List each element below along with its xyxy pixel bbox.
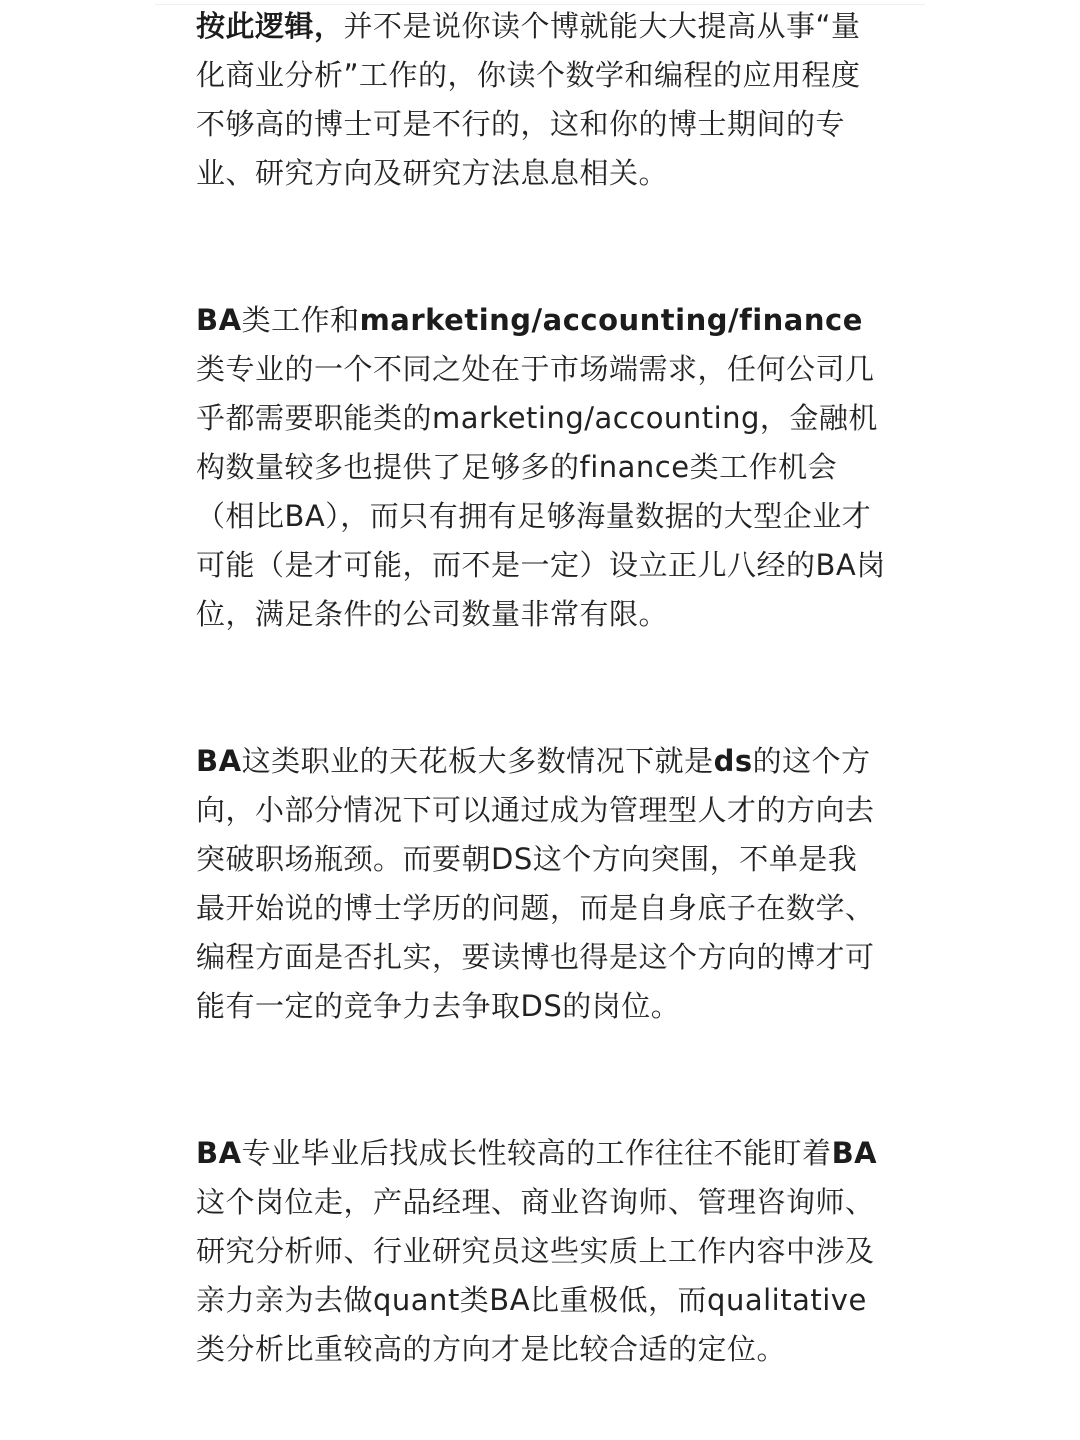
paragraph-3: [196, 737, 886, 1031]
paragraph-text: 类工作和: [241, 303, 360, 337]
bold-term: BA: [196, 303, 242, 337]
article-body: [196, 2, 886, 1374]
paragraph-4: [196, 1129, 886, 1374]
bold-term: BA: [831, 1136, 878, 1170]
paragraph-text: 类专业的一个不同之处在于市场端需求，任何公司几乎都需要职能类的marketing/accounting，金融机构数量较多也提供了足够多的finance类工作机会（相比BA），而只有拥有足够海量数据的大型企业才可能（是才可能，而不是一定）设立正儿八经的BA岗位，满足条件的公司数量非常有限。: [196, 352, 886, 631]
paragraph-text: 并不是说你读个博就能大大提高从事“量化商业分析”工作的，你读个数学和编程的应用程度不够高的博士可是不行的，这和你的博士期间的专业、研究方向及研究方法息息相关。: [196, 9, 861, 190]
paragraph-text: 这个岗位走，产品经理、商业咨询师、管理咨询师、研究分析师、行业研究员这些实质上工作内容中涉及亲力亲为去做quant类BA比重极低，而qualitative类分析比重较高的方向才是比较合适的定位。: [196, 1185, 875, 1366]
paragraph-1: [196, 2, 886, 198]
bold-term: marketing/accounting/finance: [359, 303, 863, 337]
paragraph-text: 的这个方向，小部分情况下可以通过成为管理型人才的方向去突破职场瓶颈。而要朝DS这个方向突围，不单是我最开始说的博士学历的问题，而是自身底子在数学、编程方面是否扎实，要读博也得是这个方向的博才可能有一定的竞争力去争取DS的岗位。: [196, 744, 875, 1023]
bold-term: ds: [713, 744, 753, 778]
paragraph-text: 专业毕业后找成长性较高的工作往往不能盯着: [241, 1136, 832, 1170]
bold-term: BA: [196, 1136, 242, 1170]
paragraph-2: [196, 296, 886, 639]
bold-lead-text: 按此逻辑，: [196, 9, 344, 43]
bold-term: BA: [196, 744, 242, 778]
paragraph-text: 这类职业的天花板大多数情况下就是: [241, 744, 714, 778]
